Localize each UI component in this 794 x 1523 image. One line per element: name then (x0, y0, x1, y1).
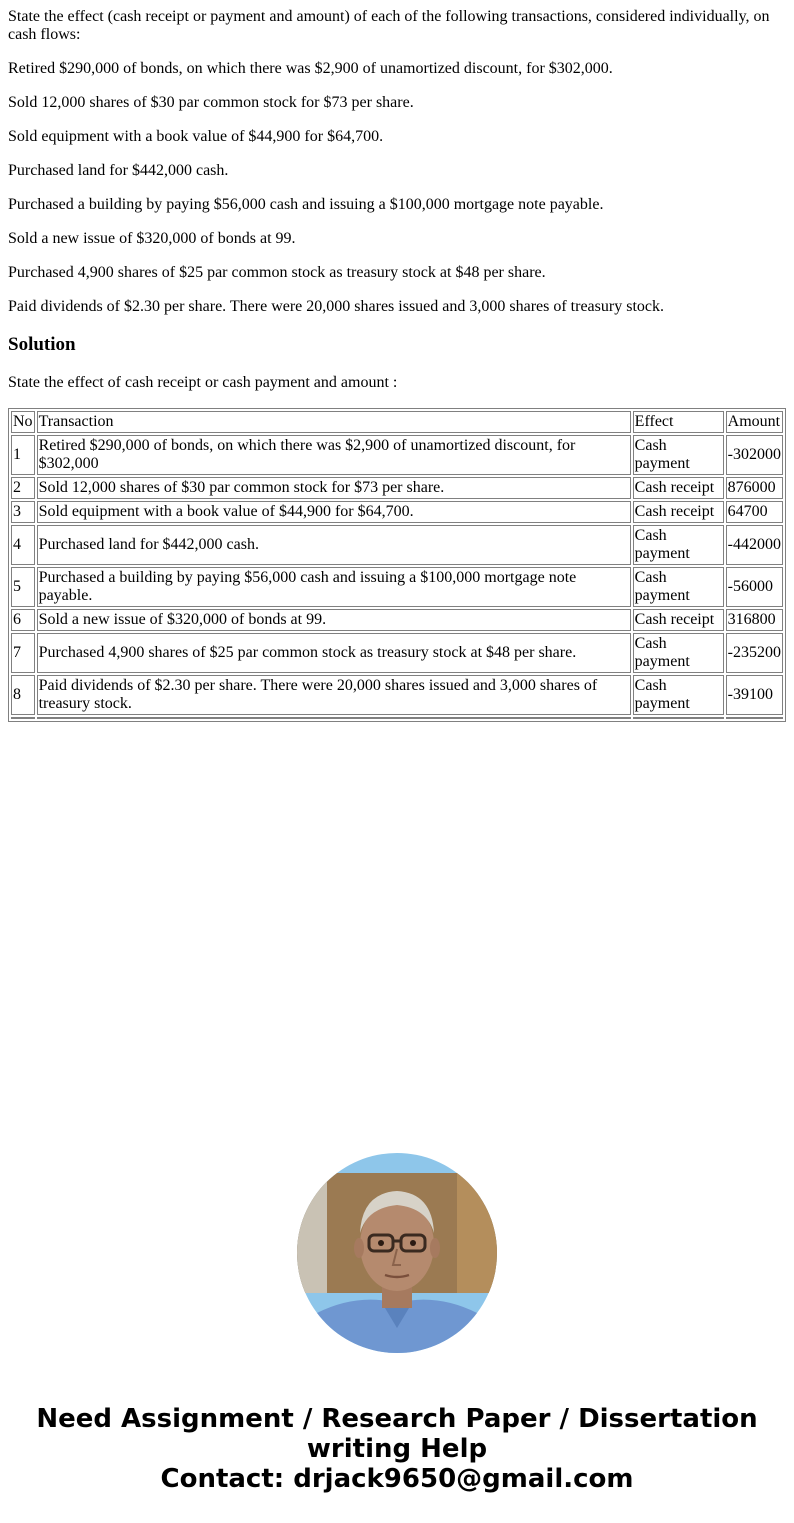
cell-effect: Cash receipt (633, 477, 724, 499)
cell-amount: 64700 (726, 501, 783, 523)
cell-transaction: Purchased land for $442,000 cash. (37, 525, 631, 565)
author-portrait-image (297, 1153, 497, 1353)
promo-headline: Need Assignment / Research Paper / Dissertation writing Help (36, 1404, 758, 1464)
cell-effect: Cash payment (633, 567, 724, 607)
document-body (0, 0, 794, 722)
empty-cell (633, 717, 724, 719)
promo-contact: Contact: drjack9650@gmail.com (160, 1464, 634, 1494)
cell-amount: 316800 (726, 609, 783, 631)
cell-transaction: Purchased 4,900 shares of $25 par common stock as treasury stock at $48 per share. (37, 633, 631, 673)
cell-no: 4 (11, 525, 35, 565)
solution-intro: State the effect of cash receipt or cash payment and amount : (8, 374, 398, 391)
cell-no: 5 (11, 567, 35, 607)
table-header-row (11, 411, 783, 433)
cell-transaction: Purchased a building by paying $56,000 cash and issuing a $100,000 mortgage note payable. (37, 567, 631, 607)
cell-transaction: Sold a new issue of $320,000 of bonds at 99. (37, 609, 631, 631)
cell-transaction: Paid dividends of $2.30 per share. There were 20,000 shares issued and 3,000 shares of treasury stock. (37, 675, 631, 715)
table-row (11, 501, 783, 523)
cell-no: 2 (11, 477, 35, 499)
cell-no: 3 (11, 501, 35, 523)
table-row (11, 525, 783, 565)
question-item: Sold equipment with a book value of $44,900 for $64,700. (8, 128, 384, 145)
cell-amount: -56000 (726, 567, 783, 607)
table-row (11, 609, 783, 631)
table-row (11, 477, 783, 499)
header-no: No (11, 411, 35, 433)
cell-effect: Cash payment (633, 633, 724, 673)
question-item: Purchased land for $442,000 cash. (8, 162, 229, 179)
question-item: Purchased a building by paying $56,000 cash and issuing a $100,000 mortgage note payable. (8, 196, 604, 213)
table-row (11, 675, 783, 715)
author-avatar (297, 1153, 497, 1353)
table-empty-row (11, 717, 783, 719)
cell-no: 8 (11, 675, 35, 715)
question-intro: State the effect (cash receipt or payment and amount) of each of the following transactions, considered individually, on cash flows: (8, 8, 770, 43)
cell-no: 1 (11, 435, 35, 475)
cell-effect: Cash payment (633, 525, 724, 565)
cell-no: 6 (11, 609, 35, 631)
question-item: Paid dividends of $2.30 per share. There were 20,000 shares issued and 3,000 shares of treasury stock. (8, 298, 664, 315)
question-item: Sold a new issue of $320,000 of bonds at 99. (8, 230, 296, 247)
cell-no: 7 (11, 633, 35, 673)
empty-cell (37, 717, 631, 719)
solution-table (8, 408, 786, 722)
cell-transaction: Sold 12,000 shares of $30 par common stock for $73 per share. (37, 477, 631, 499)
question-item: Sold 12,000 shares of $30 par common stock for $73 per share. (8, 94, 414, 111)
cell-transaction: Retired $290,000 of bonds, on which there was $2,900 of unamortized discount, for $302,000 (37, 435, 631, 475)
cell-amount: -302000 (726, 435, 783, 475)
cell-amount: -235200 (726, 633, 783, 673)
header-amount: Amount (726, 411, 783, 433)
promo-banner (0, 1404, 794, 1494)
cell-effect: Cash payment (633, 675, 724, 715)
header-transaction: Transaction (37, 411, 631, 433)
table-row (11, 567, 783, 607)
question-item: Purchased 4,900 shares of $25 par common stock as treasury stock at $48 per share. (8, 264, 546, 281)
cell-amount: 876000 (726, 477, 783, 499)
empty-cell (11, 717, 35, 719)
cell-effect: Cash receipt (633, 501, 724, 523)
cell-effect: Cash receipt (633, 609, 724, 631)
solution-heading: Solution (8, 334, 76, 355)
empty-cell (726, 717, 783, 719)
cell-effect: Cash payment (633, 435, 724, 475)
table-row (11, 633, 783, 673)
table-row (11, 435, 783, 475)
cell-amount: -39100 (726, 675, 783, 715)
cell-transaction: Sold equipment with a book value of $44,900 for $64,700. (37, 501, 631, 523)
cell-amount: -442000 (726, 525, 783, 565)
header-effect: Effect (633, 411, 724, 433)
question-item: Retired $290,000 of bonds, on which there was $2,900 of unamortized discount, for $302,000. (8, 60, 613, 77)
